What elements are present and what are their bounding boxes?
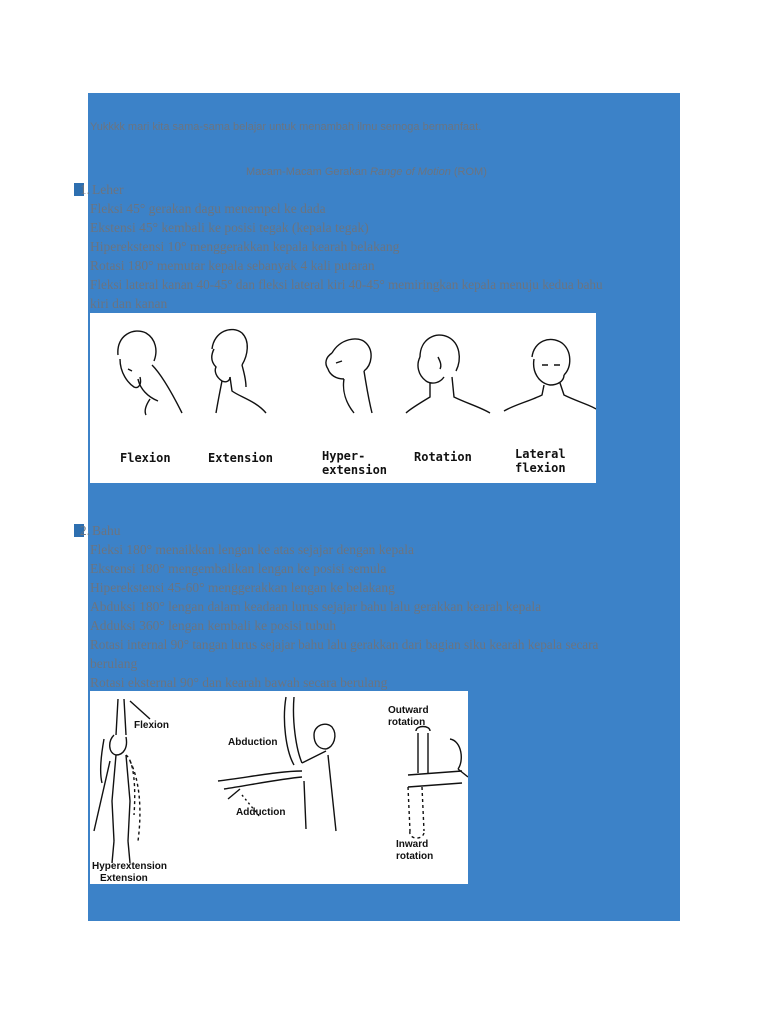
section-line: Ekstensi 45° kembali ke posisi tegak (kepala tegak)	[90, 220, 369, 235]
intro-text: Yukkkk mari kita sama-sama belajar untuk menambah ilmu semoga bermanfaat.	[90, 121, 482, 133]
label-adduction: Adduction	[236, 807, 286, 818]
label-flexion: Flexion	[120, 451, 171, 465]
neck-rom-illustration	[90, 313, 596, 483]
neck-rom-figure	[90, 313, 596, 483]
label-extension: Extension	[100, 873, 148, 884]
label-hyper: Hyper-	[322, 449, 366, 463]
label-abduction: Abduction	[228, 737, 278, 748]
label-inward: Inward	[396, 839, 429, 850]
lateral-flexion-head-drawing	[504, 339, 596, 411]
label-extension: Extension	[208, 451, 274, 465]
section-number: 2.	[79, 523, 90, 538]
page-heading	[246, 166, 487, 178]
section-number: 1.	[79, 182, 90, 197]
label-lateral: Lateral	[515, 447, 566, 461]
section-line: Fleksi lateral kanan 40-45° dan fleksi lateral kiri 40-45° memiringkan kepala menuju kedua bahu	[90, 277, 603, 292]
section-title-bahu	[79, 521, 121, 540]
section-line: Ekstensi 180° mengembalikan lengan ke posisi semula	[90, 561, 387, 576]
section-title-text: Leher	[92, 182, 124, 197]
section-line: Fleksi 45° gerakan dagu menempel ke dada	[90, 201, 326, 216]
flexion-head-drawing	[118, 331, 182, 415]
section-title-text: Bahu	[92, 523, 121, 538]
section-line: Abduksi 180° lengan dalam keadaan lurus sejajar bahu lalu gerakkan kearah kepala	[90, 599, 542, 614]
section-line: kiri dan kanan	[90, 296, 168, 311]
extension-head-drawing	[212, 330, 266, 413]
section-line: Rotasi 180° memutar kepala sebanyak 4 kali putaran	[90, 258, 375, 273]
section-line: Rotasi internal 90° tangan lurus sejajar bahu lalu gerakkan dari bagian siku kearah kepala secara	[90, 637, 599, 652]
section-line: berulang	[90, 656, 138, 671]
label-rotation: Rotation	[414, 450, 472, 464]
rotation-head-drawing	[406, 335, 490, 413]
outward-inward-rotation-drawing	[408, 727, 468, 839]
hyperextension-head-drawing	[326, 339, 372, 413]
section-line: Fleksi 180° menaikkan lengan ke atas sejajar dengan kepala	[90, 542, 415, 557]
shoulder-rom-illustration	[90, 691, 468, 884]
label-flexion: Flexion	[134, 720, 170, 731]
label-hyper-extension: extension	[322, 463, 388, 477]
section-line: Hiperekstensi 10° menggerakkan kepala kearah belakang	[90, 239, 400, 254]
shoulder-rom-figure	[90, 691, 468, 884]
label-inward-rotation: rotation	[396, 851, 434, 862]
document-page	[79, 93, 680, 921]
section-line: Hiperekstensi 45-60° menggerakkan lengan ke belakang	[90, 580, 395, 595]
heading-italic: Range of Motion	[370, 166, 451, 178]
label-outward-rotation: rotation	[388, 717, 426, 728]
heading-suffix: (ROM)	[450, 166, 487, 178]
section-line: Rotasi eksternal 90° dan kearah bawah secara berulang	[90, 675, 388, 690]
label-lateral-flexion: flexion	[515, 461, 566, 475]
section-line: Adduksi 360° lengan kembali ke posisi tubuh	[90, 618, 337, 633]
section-title-leher	[79, 180, 124, 199]
heading-prefix: Macam-Macam Gerakan	[246, 166, 371, 178]
label-outward: Outward	[388, 705, 429, 716]
label-hyperextension: Hyperextension	[92, 861, 168, 872]
